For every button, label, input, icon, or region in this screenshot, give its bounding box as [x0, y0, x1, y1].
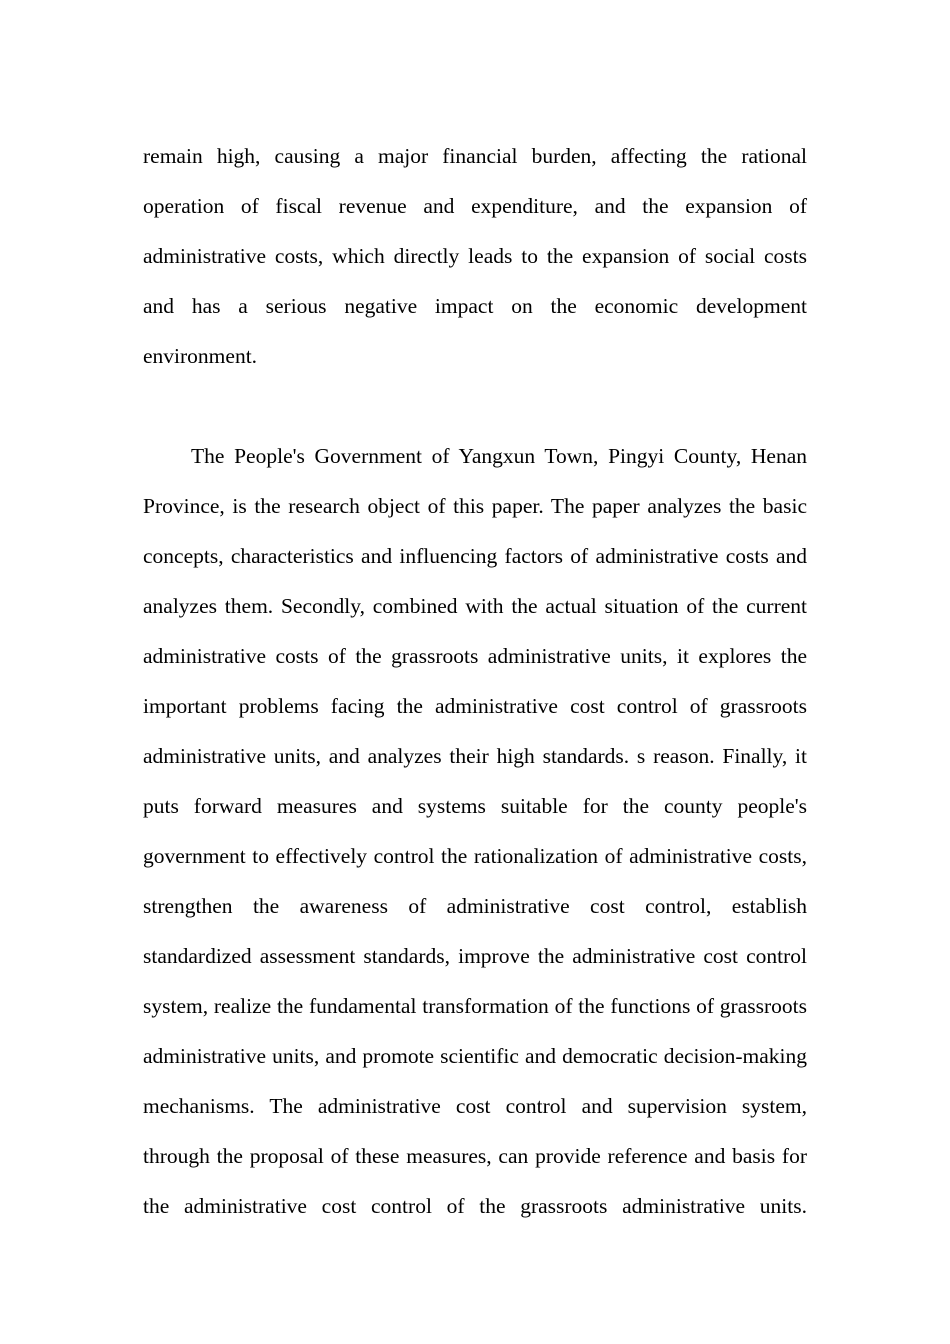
paragraph-continuation: remain high, causing a major financial burden, affecting the rational operation of fiscal revenue and expenditure, and the expansion of administrative costs, which directly leads to the expansion of social costs and has a serious negative impact on the economic development environment. — [143, 144, 807, 368]
document-body — [143, 131, 807, 1281]
paragraph-research-summary: The People's Government of Yangxun Town, Pingyi County, Henan Province, is the research object of this paper. The paper analyzes the basic concepts, characteristics and influencing factors of administrative costs and analyzes them. Secondly, combined with the actual situation of the current administrative costs of the grassroots administrative units, it explores the important problems facing the administrative cost control of grassroots administrative units, and analyzes their high standards. s reason. Finally, it puts forward measures and systems suitable for the county people's government to effectively control the rationalization of administrative costs, strengthen the awareness of administrative cost control, establish standardized assessment standards, improve the administrative cost control system, realize the fundamental transformation of the functions of grassroots administrative units, and promote scientific and democratic decision-making mechanisms. The administrative cost control and supervision system, through the proposal of these measures, can provide reference and basis for the administrative cost control of the grassroots administrative units. — [143, 444, 807, 1218]
